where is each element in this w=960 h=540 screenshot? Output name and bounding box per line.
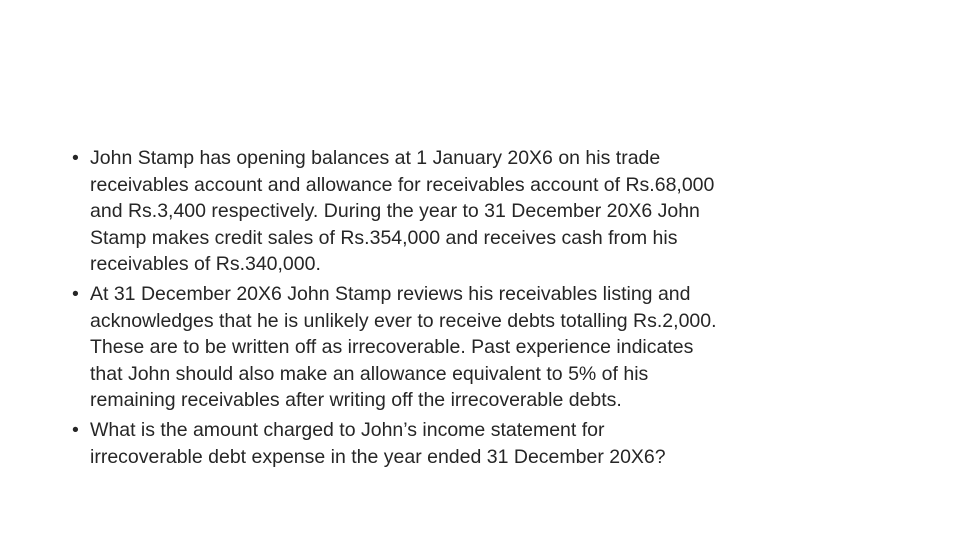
bullet-text-year-end-review: At 31 December 20X6 John Stamp reviews his receivables listing and acknowledges that he is unlikely ever to receive debts totalling Rs.2,000. These are to be written off as irrecoverable. Past experience indicates that John should also make an allowance equivalent to 5% of his remaining receivables after writing off the irrecoverable debts. [90, 282, 717, 412]
bullet-item [72, 145, 892, 278]
bullet-list [72, 145, 892, 473]
bullet-marker: • [72, 147, 79, 169]
bullet-marker: • [72, 282, 79, 305]
bullet-text-question: What is the amount charged to John’s income statement for irrecoverable debt expense in the year ended 31 December 20X6? [90, 418, 666, 468]
bullet-item [72, 281, 892, 414]
bullet-text-opening-balances: John Stamp has opening balances at 1 January 20X6 on his trade receivables account and allowance for receivables account of Rs.68,000 and Rs.3,400 respectively. During the year to 31 December 20X6 John Stamp makes credit sales of Rs.354,000 and receives cash from his receivables of Rs.340,000. [90, 147, 715, 276]
bullet-marker: • [72, 418, 79, 441]
bullet-item [72, 417, 892, 470]
